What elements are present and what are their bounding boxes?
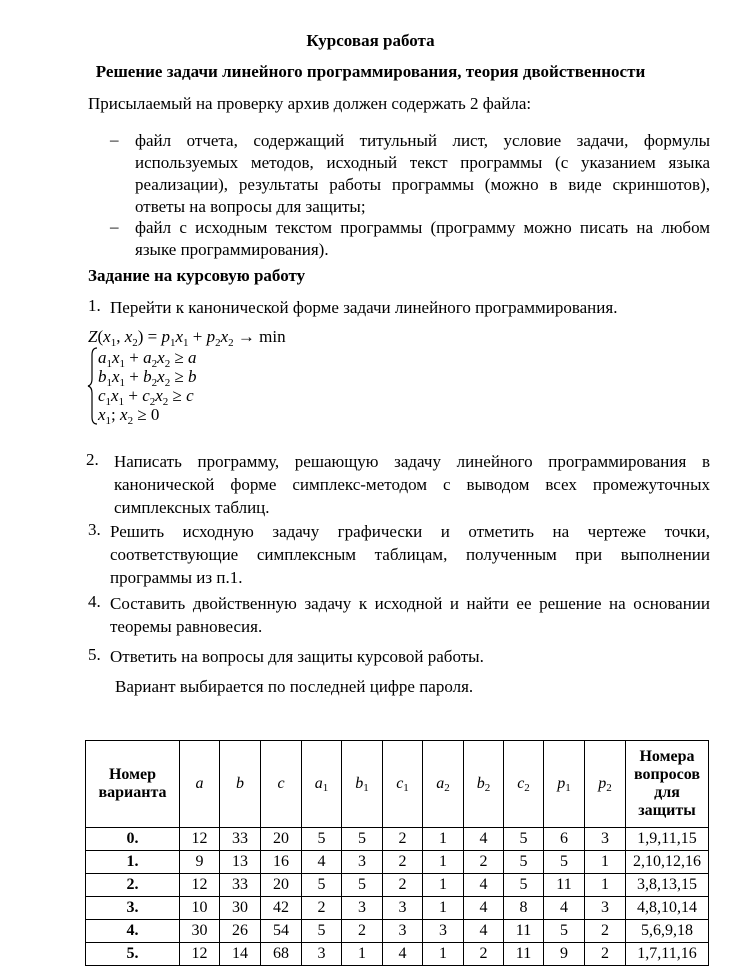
table-cell: 16 bbox=[261, 851, 302, 874]
table-cell: 13 bbox=[220, 851, 261, 874]
table-row bbox=[86, 897, 709, 920]
table-cell: 2 bbox=[383, 828, 423, 851]
table-row bbox=[86, 874, 709, 897]
table-cell: 5 bbox=[544, 851, 585, 874]
task-text: Составить двойственную задачу к исходной и найти ее решение на основании теоремы равновесия. bbox=[110, 594, 710, 636]
header-subscript: 1 bbox=[403, 781, 409, 794]
table-cell: 4 bbox=[544, 897, 585, 920]
table-header-cell bbox=[261, 741, 302, 828]
table-cell: 1 bbox=[342, 943, 383, 966]
table-cell: 1,7,11,16 bbox=[626, 943, 709, 966]
header-label: Номер варианта bbox=[98, 766, 167, 801]
document-title: Курсовая работа bbox=[306, 31, 435, 50]
table-cell: 30 bbox=[180, 920, 220, 943]
header-label: b bbox=[476, 774, 485, 792]
table-cell: 8 bbox=[504, 897, 544, 920]
table-cell: 4 bbox=[302, 851, 342, 874]
document-subtitle: Решение задачи линейного программирования, теория двойственности bbox=[95, 62, 646, 81]
header-subscript: 1 bbox=[565, 781, 571, 794]
table-cell: 2 bbox=[383, 851, 423, 874]
table-cell: 5,6,9,18 bbox=[626, 920, 709, 943]
task-text: Перейти к канонической форме задачи линейного программирования. bbox=[110, 298, 618, 317]
table-cell: 33 bbox=[220, 874, 261, 897]
table-cell: 3 bbox=[302, 943, 342, 966]
task-number: 1. bbox=[88, 296, 101, 315]
svg-text:c1x1 + c2x2 ≥ c: $c_1x_1 + c_2x_2 \ge c$ bbox=[98, 386, 194, 408]
svg-text:b1x1 + b2x2 ≥ b: $b_1x_1 + b_2x_2 \ge b$ bbox=[98, 367, 197, 389]
table-cell: 5 bbox=[544, 920, 585, 943]
formula-drawing bbox=[88, 325, 348, 435]
table-cell: 10 bbox=[180, 897, 220, 920]
task-text: Написать программу, решающую задачу линейного программирования в канонической форме симплекс-методом с выводом всех промежуточных симплексных таблиц. bbox=[114, 452, 710, 517]
table-cell: 12 bbox=[180, 874, 220, 897]
table-cell: 42 bbox=[261, 897, 302, 920]
header-subscript: 1 bbox=[363, 781, 369, 794]
table-header-cell bbox=[585, 741, 626, 828]
table-cell: 5 bbox=[302, 828, 342, 851]
table-cell: 12 bbox=[180, 943, 220, 966]
table-cell: 30 bbox=[220, 897, 261, 920]
header-label: a bbox=[314, 774, 323, 792]
table-cell: 20 bbox=[261, 828, 302, 851]
svg-text:Z(x1, x2) = p1x1 + p2x2 → min: $Z(x_1$, $x_2) = p_1x_1 + p_2x_2 \to \min$ bbox=[88, 327, 286, 349]
table-cell: 20 bbox=[261, 874, 302, 897]
header-label: c bbox=[277, 775, 285, 792]
table-header-row bbox=[86, 741, 709, 828]
task-text: Решить исходную задачу графически и отметить на чертеже точки, соответствующие симплексным таблицам, полученным при выполнении программы из п.1. bbox=[110, 522, 710, 587]
table-cell: 2 bbox=[464, 851, 504, 874]
table-cell: 4 bbox=[383, 943, 423, 966]
bullet-item bbox=[110, 217, 710, 261]
table-cell: 1,9,11,15 bbox=[626, 828, 709, 851]
table-cell: 9 bbox=[180, 851, 220, 874]
header-label: Номера вопросов для защиты bbox=[634, 748, 700, 819]
task-text: Ответить на вопросы для защиты курсовой работы. bbox=[110, 647, 484, 666]
svg-text:a1x1 + a2x2 ≥ a: $a_1x_1 + a_2x_2 \ge a$ bbox=[98, 348, 197, 370]
table-header-cell bbox=[504, 741, 544, 828]
table-cell: 4,8,10,14 bbox=[626, 897, 709, 920]
header-label: a bbox=[195, 775, 204, 792]
intro-paragraph: Присылаемый на проверку архив должен содержать 2 файла: bbox=[88, 94, 532, 113]
table-cell: 2 bbox=[383, 874, 423, 897]
table-cell: 4 bbox=[464, 920, 504, 943]
table-header-cell bbox=[302, 741, 342, 828]
table-cell: 33 bbox=[220, 828, 261, 851]
assignment-heading: Задание на курсовую работу bbox=[88, 266, 306, 285]
header-label: c bbox=[517, 774, 525, 792]
table-header-cell bbox=[220, 741, 261, 828]
table-cell: 2 bbox=[342, 920, 383, 943]
bullet-text: файл с исходным текстом программы (программу можно писать на любом языке программирования). bbox=[135, 218, 710, 259]
table-header-cell bbox=[342, 741, 383, 828]
header-label: b bbox=[236, 775, 244, 792]
table-cell: 68 bbox=[261, 943, 302, 966]
table-cell: 3 bbox=[585, 828, 626, 851]
variant-number-cell: 5. bbox=[86, 943, 180, 966]
table-header-cell bbox=[626, 741, 709, 828]
table-cell: 5 bbox=[302, 920, 342, 943]
table-cell: 1 bbox=[423, 828, 464, 851]
header-subscript: 1 bbox=[322, 781, 329, 794]
bullet-dash: – bbox=[110, 217, 119, 236]
table-body bbox=[86, 828, 709, 966]
table-cell: 3,8,13,15 bbox=[626, 874, 709, 897]
header-subscript: 2 bbox=[484, 781, 491, 794]
variants-table bbox=[85, 740, 709, 966]
table-cell: 3 bbox=[383, 920, 423, 943]
table-cell: 5 bbox=[342, 874, 383, 897]
task-number: 3. bbox=[88, 520, 101, 539]
table-header-cell bbox=[86, 741, 180, 828]
table-header-cell bbox=[180, 741, 220, 828]
table-cell: 11 bbox=[504, 920, 544, 943]
bullet-text: файл отчета, содержащий титульный лист, условие задачи, формулы используемых методов, исходный текст программы (с указанием языка реализации), результаты работы программы (можно в виде скриншотов), ответы на вопросы для защиты; bbox=[135, 131, 710, 216]
table-row bbox=[86, 943, 709, 966]
table-cell: 4 bbox=[464, 897, 504, 920]
table-cell: 1 bbox=[423, 897, 464, 920]
task-item bbox=[88, 450, 710, 519]
task-item bbox=[88, 645, 710, 668]
table-header-cell bbox=[383, 741, 423, 828]
table-cell: 1 bbox=[585, 874, 626, 897]
variant-number-cell: 1. bbox=[86, 851, 180, 874]
table-cell: 11 bbox=[504, 943, 544, 966]
task-number: 5. bbox=[88, 645, 101, 664]
table-cell: 6 bbox=[544, 828, 585, 851]
table-cell: 5 bbox=[302, 874, 342, 897]
table-cell: 5 bbox=[504, 851, 544, 874]
table-cell: 3 bbox=[423, 920, 464, 943]
lp-formula bbox=[88, 325, 348, 435]
task-item bbox=[88, 296, 710, 319]
task-item bbox=[88, 592, 710, 638]
table-cell: 4 bbox=[464, 828, 504, 851]
header-label: b bbox=[355, 774, 364, 792]
task-number: 2. bbox=[86, 450, 99, 469]
table-header-cell bbox=[464, 741, 504, 828]
table-cell: 3 bbox=[342, 851, 383, 874]
header-label: p bbox=[557, 774, 566, 792]
header-label: p bbox=[598, 774, 607, 792]
bullet-dash: – bbox=[110, 130, 119, 149]
table-cell: 2 bbox=[464, 943, 504, 966]
table-cell: 1 bbox=[423, 943, 464, 966]
table-row bbox=[86, 851, 709, 874]
variant-number-cell: 3. bbox=[86, 897, 180, 920]
table-cell: 5 bbox=[504, 874, 544, 897]
table-cell: 54 bbox=[261, 920, 302, 943]
variant-number-cell: 2. bbox=[86, 874, 180, 897]
table-cell: 3 bbox=[585, 897, 626, 920]
table-cell: 5 bbox=[504, 828, 544, 851]
table-cell: 1 bbox=[423, 851, 464, 874]
header-label: c bbox=[396, 774, 404, 792]
table-cell: 3 bbox=[342, 897, 383, 920]
table-cell: 14 bbox=[220, 943, 261, 966]
table-cell: 2 bbox=[302, 897, 342, 920]
table-row bbox=[86, 828, 709, 851]
table-cell: 3 bbox=[383, 897, 423, 920]
task-number: 4. bbox=[88, 592, 101, 611]
table-cell: 4 bbox=[464, 874, 504, 897]
table-cell: 12 bbox=[180, 828, 220, 851]
table-cell: 11 bbox=[544, 874, 585, 897]
table-cell: 2 bbox=[585, 920, 626, 943]
task-item bbox=[88, 520, 710, 589]
svg-text:x1; x2 ≥ 0: $x_1$; $x_2 \ge 0$ bbox=[98, 405, 160, 427]
table-cell: 1 bbox=[585, 851, 626, 874]
table-header-cell bbox=[544, 741, 585, 828]
variant-number-cell: 4. bbox=[86, 920, 180, 943]
table-cell: 1 bbox=[423, 874, 464, 897]
table-cell: 2,10,12,16 bbox=[626, 851, 709, 874]
table-cell: 5 bbox=[342, 828, 383, 851]
header-subscript: 2 bbox=[444, 781, 450, 794]
table-cell: 26 bbox=[220, 920, 261, 943]
table-cell: 9 bbox=[544, 943, 585, 966]
table-header-cell bbox=[423, 741, 464, 828]
table-row bbox=[86, 920, 709, 943]
variant-number-cell: 0. bbox=[86, 828, 180, 851]
variant-note: Вариант выбирается по последней цифре пароля. bbox=[115, 677, 474, 696]
table-cell: 2 bbox=[585, 943, 626, 966]
header-subscript: 2 bbox=[606, 781, 612, 794]
header-subscript: 2 bbox=[524, 781, 530, 794]
bullet-item bbox=[110, 130, 710, 218]
header-label: a bbox=[436, 774, 445, 792]
